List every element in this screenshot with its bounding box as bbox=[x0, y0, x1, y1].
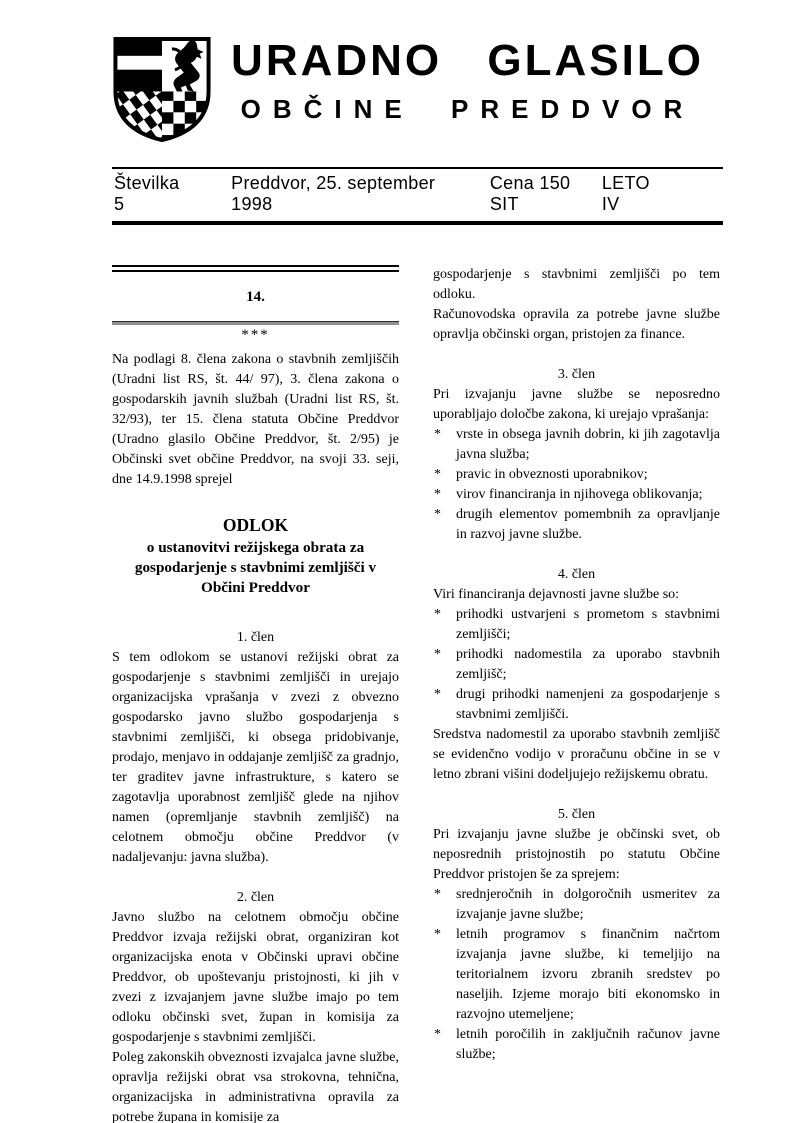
bullet-text: letnih poročilih in zaključnih računov javne službe; bbox=[456, 1027, 720, 1062]
bullet-marker: * bbox=[434, 467, 441, 482]
bullet-marker: * bbox=[434, 487, 441, 502]
bullet-text: vrste in obsega javnih dobrin, ki jih zagotavlja javna služba; bbox=[456, 427, 720, 462]
masthead bbox=[112, 36, 723, 143]
issue-place-date: Preddvor, 25. september 1998 bbox=[231, 173, 436, 214]
bullet-item bbox=[433, 605, 720, 645]
issue-volume: LETO IV bbox=[601, 173, 650, 214]
bullet-text: virov financiranja in njihovega oblikovanja; bbox=[456, 487, 703, 502]
bullet-item bbox=[433, 465, 720, 485]
section-3-title: 3. člen bbox=[557, 367, 596, 382]
bullet-text: prihodki ustvarjeni s prometom s stavbnimi zemljišči; bbox=[456, 607, 720, 642]
bullet-item bbox=[433, 505, 720, 545]
gazette-title: URADNO GLASILO bbox=[231, 36, 704, 85]
section-3-intro: Pri izvajanju javne službe se neposredno uporabljajo določbe zakona, ki urejajo vprašanja: bbox=[433, 387, 720, 422]
bullet-text: drugi prihodki namenjeni za gospodarjenje s stavbnimi zemljišči. bbox=[456, 687, 720, 722]
decree-title: ODLOK bbox=[222, 515, 289, 535]
section-4-outro: Sredstva nadomestil za uporabo stavbnih zemljišč se evidenčno vodijo v proračunu občine in se v letno zbrani višini dodeljujejo režijskemu obratu. bbox=[433, 727, 720, 782]
section-2-title: 2. člen bbox=[236, 890, 275, 905]
decree-subtitle: o ustanovitvi režijskega obrata za gospodarjenje s stavbnimi zemljišči v Občini Preddvor bbox=[134, 539, 377, 596]
article-number: 14. bbox=[246, 289, 265, 305]
bullet-marker: * bbox=[434, 427, 441, 442]
bullet-marker: * bbox=[434, 887, 441, 902]
bullet-item bbox=[433, 925, 720, 1025]
bullet-marker: * bbox=[434, 1027, 441, 1042]
section-5-intro: Pri izvajanju javne službe je občinski svet, ob neposrednih pristojnostih po statutu Občine Preddvor pristojen še za sprejem: bbox=[433, 827, 720, 882]
bullet-text: srednjeročnih in dolgoročnih usmeritev za izvajanje javne službe; bbox=[456, 887, 720, 922]
bullet-marker: * bbox=[434, 687, 441, 702]
issue-infobar bbox=[112, 167, 723, 225]
bullet-item bbox=[433, 685, 720, 725]
section-1-title: 1. člen bbox=[236, 630, 275, 645]
section-5-title: 5. člen bbox=[557, 807, 596, 822]
preamble-paragraph: Na podlagi 8. člena zakona o stavbnih zemljiščih (Uradni list RS, št. 44/ 97), 3. člena zakona o gospodarskih javnih službah (Uradni list RS, št. 32/93), ter 15. člena statuta Občine Preddvor (Uradno glasilo Občine Preddvor, št. 2/95) je Občinski svet občine Preddvor, na svoji 33. seji, dne 14.9.1998 sprejel bbox=[112, 352, 399, 487]
issue-number: Številka 5 bbox=[114, 173, 180, 214]
continuation-paragraph: gospodarjenje s stavbnimi zemljišči po tem odloku. bbox=[433, 267, 720, 302]
bullet-marker: * bbox=[434, 507, 441, 522]
gazette-subtitle: OBČINE PREDDVOR bbox=[240, 94, 695, 125]
bullet-marker: * bbox=[434, 607, 441, 622]
stars-separator: *** bbox=[241, 327, 270, 343]
continuation-paragraph: Računovodska opravila za potrebe javne službe opravlja občinski organ, pristojen za finance. bbox=[433, 307, 720, 342]
bullet-item bbox=[433, 885, 720, 925]
bullet-text: drugih elementov pomembnih za opravljanje in razvoj javne službe. bbox=[456, 507, 720, 542]
left-column bbox=[112, 265, 399, 1123]
section-2-paragraph: Poleg zakonskih obveznosti izvajalca javne službe, opravlja režijski obrat vsa strokovna, tehnična, organizacijska in administrativna opravila za potrebe župana in komisije za bbox=[112, 1050, 399, 1123]
section-1-body: S tem odlokom se ustanovi režijski obrat za gospodarjenje s stavbnimi zemljišči in urejajo organizacijska vprašanja v zvezi z obvezno gospodarsko javno službo gospodarjenja s stavbnimi zemljišči, ki obsega pridobivanje, prodajo, menjavo in oddajanje zemljišč za gradnjo, ter graditev javne infrastrukture, s katero se zagotavlja uporabnost zemljišč glede na njihov namen (opremljanje stavbnih zemljišč) na celotnem območju občine Preddvor (v nadaljevanju: javna služba). bbox=[112, 650, 399, 865]
bullet-marker: * bbox=[434, 647, 441, 662]
document-body bbox=[112, 265, 723, 1123]
masthead-text bbox=[212, 36, 723, 125]
bullet-text: letnih programov s finančnim načrtom izvajanja javne službe, ki temeljijo na teritorialnem izvoru zbranih sredstev po naseljih. Izjeme morajo biti ekonomsko in razvojno utemeljene; bbox=[456, 927, 720, 1022]
section-2-paragraph: Javno službo na celotnem območju občine Preddvor izvaja režijski obrat, organiziran kot organizacijska enota v Občinski upravi občine Preddvor, ob upoštevanju pristojnosti, ki jih v zvezi z izvajanjem javne službe imajo po tem odloku občinski svet, župan in komisija za gospodarjenje s stavbnimi zemljišči. bbox=[112, 910, 399, 1045]
bullet-item bbox=[433, 485, 720, 505]
section-4-intro: Viri financiranja dejavnosti javne službe so: bbox=[433, 587, 680, 602]
top-rule bbox=[112, 265, 399, 272]
bullet-marker: * bbox=[434, 927, 441, 942]
bullet-item bbox=[433, 425, 720, 465]
bullet-item bbox=[433, 645, 720, 685]
bullet-text: pravic in obveznosti uporabnikov; bbox=[456, 467, 648, 482]
coat-of-arms-icon bbox=[112, 36, 212, 143]
section-4-title: 4. člen bbox=[557, 567, 596, 582]
bullet-text: prihodki nadomestila za uporabo stavbnih zemljišč; bbox=[456, 647, 720, 682]
right-column bbox=[433, 265, 720, 1123]
issue-price: Cena 150 SIT bbox=[489, 173, 571, 214]
bullet-item bbox=[433, 1025, 720, 1065]
